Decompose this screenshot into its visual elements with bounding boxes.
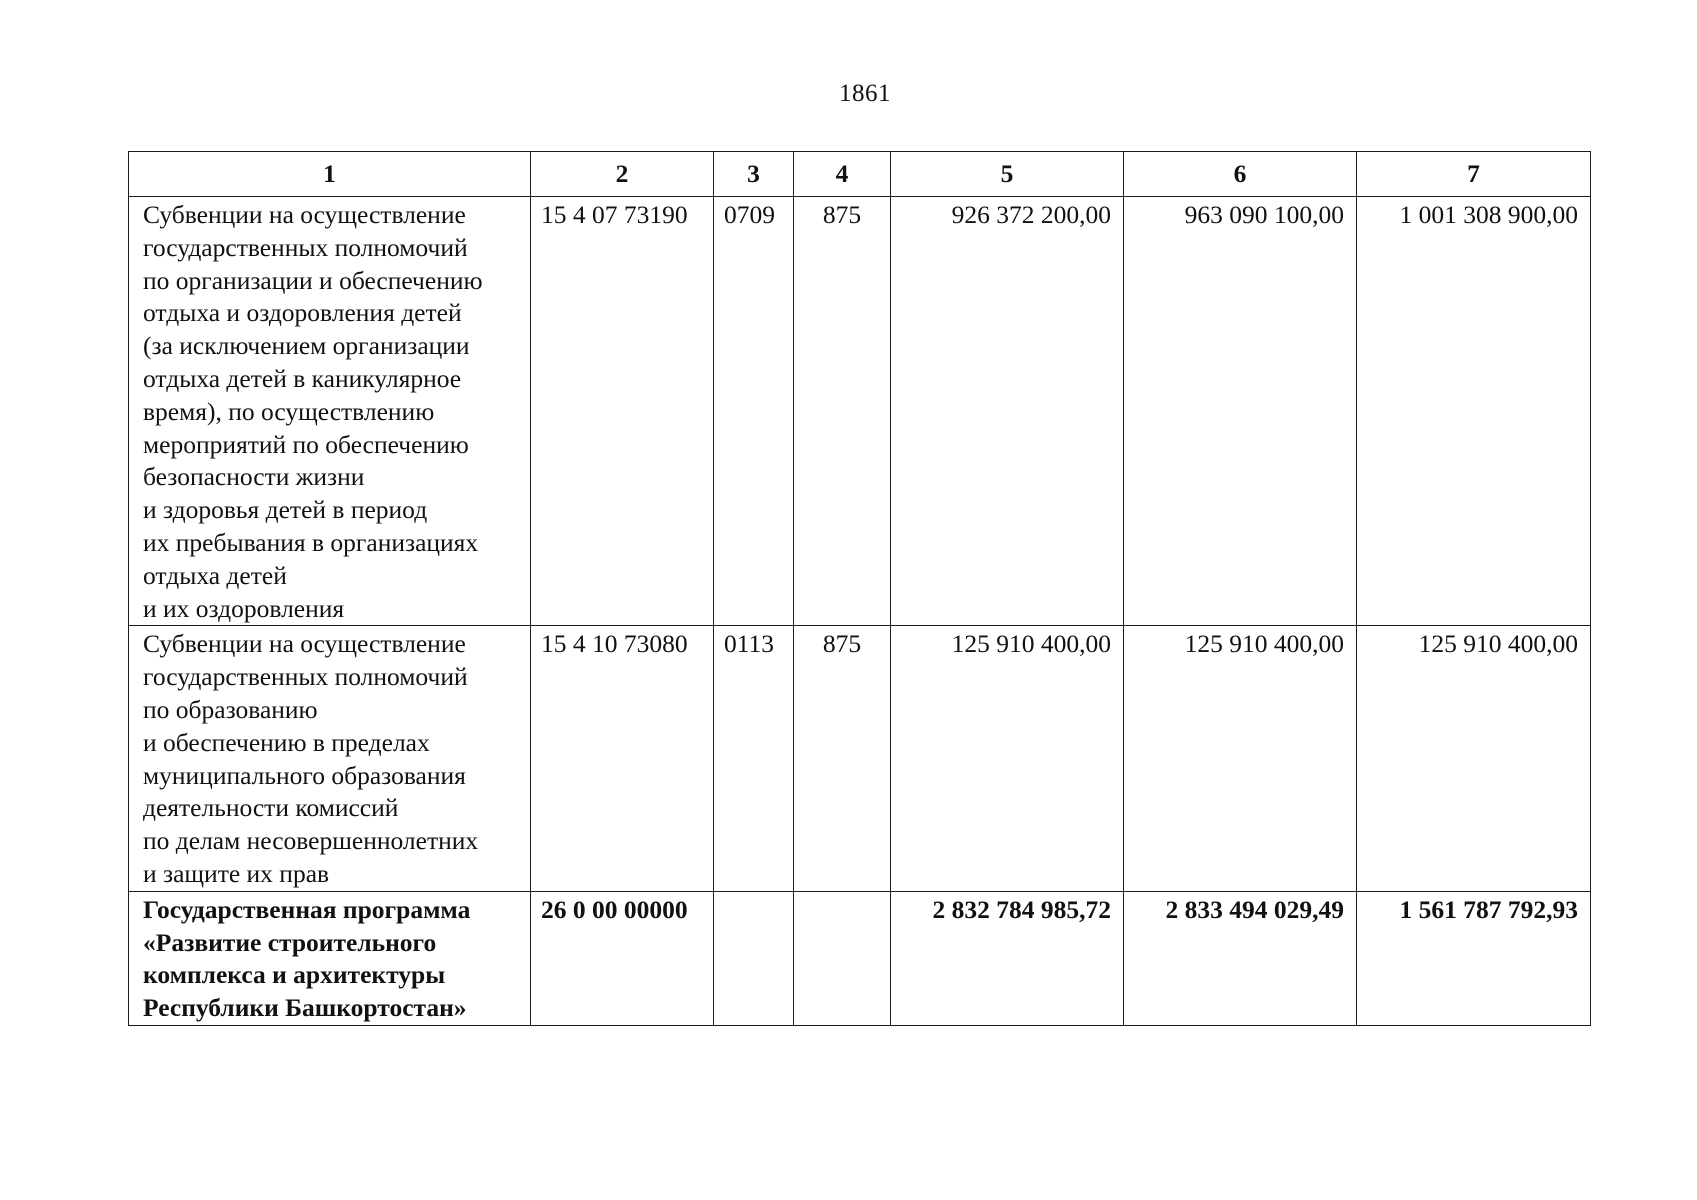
- description-line: Субвенции на осуществление: [143, 200, 466, 229]
- column-header-5: 5: [891, 152, 1124, 197]
- table-row: [129, 197, 1591, 626]
- amount-cell-col5: 926 372 200,00: [891, 197, 1124, 626]
- description-line: комплекса и архитектуры: [143, 960, 446, 990]
- amount-cell-col6: 963 090 100,00: [1124, 197, 1357, 626]
- target-code-cell: 15 4 07 73190: [531, 197, 714, 626]
- description-line: время), по осуществлению: [143, 396, 435, 426]
- amount-cell-col5: 2 832 784 985,72: [891, 891, 1124, 1025]
- column-header-2: 2: [531, 152, 714, 197]
- description-line: отдыха и оздоровления детей: [143, 298, 462, 328]
- target-code-cell: 26 0 00 00000: [531, 891, 714, 1025]
- row-description: [129, 197, 531, 626]
- section-code-cell: 0709: [714, 197, 794, 626]
- description-line: безопасности жизни: [143, 462, 365, 492]
- description-line: (за исключением организации: [143, 331, 470, 361]
- description-line: государственных полномочий: [143, 232, 468, 262]
- description-line: их пребывания в организациях: [143, 527, 479, 557]
- section-code-cell: [714, 891, 794, 1025]
- description-line: по делам несовершеннолетних: [143, 826, 479, 856]
- amount-cell-col7: 1 561 787 792,93: [1357, 891, 1591, 1025]
- table-row: [129, 626, 1591, 891]
- description-line: по организации и обеспечению: [143, 265, 483, 295]
- amount-cell-col5: 125 910 400,00: [891, 626, 1124, 891]
- description-line: и их оздоровления: [143, 593, 345, 623]
- description-line: Государственная программа: [143, 894, 471, 924]
- description-line: муниципального образования: [143, 760, 466, 790]
- expense-type-cell: 875: [794, 197, 891, 626]
- description-line: и обеспечению в пределах: [143, 727, 430, 757]
- amount-cell-col7: 1 001 308 900,00: [1357, 197, 1591, 626]
- column-number-row: [129, 152, 1591, 197]
- column-header-1: 1: [129, 152, 531, 197]
- page-number: 1861: [839, 80, 891, 107]
- description-line: Субвенции на осуществление: [143, 629, 466, 659]
- column-header-6: 6: [1124, 152, 1357, 197]
- description-line: и здоровья детей в период: [143, 495, 428, 525]
- target-code-cell: 15 4 10 73080: [531, 626, 714, 891]
- description-line: мероприятий по обеспечению: [143, 429, 469, 459]
- description-line: и защите их прав: [143, 858, 330, 888]
- expense-type-cell: [794, 891, 891, 1025]
- expense-type-cell: 875: [794, 626, 891, 891]
- column-header-3: 3: [714, 152, 794, 197]
- description-line: деятельности комиссий: [143, 793, 399, 823]
- description-line: отдыха детей в каникулярное: [143, 363, 462, 393]
- amount-cell-col7: 125 910 400,00: [1357, 626, 1591, 891]
- column-header-7: 7: [1357, 152, 1591, 197]
- amount-cell-col6: 125 910 400,00: [1124, 626, 1357, 891]
- budget-table: [128, 151, 1591, 1026]
- row-description: [129, 626, 531, 891]
- description-line: отдыха детей: [143, 560, 287, 590]
- description-line: государственных полномочий: [143, 662, 468, 692]
- description-line: «Развитие строительного: [143, 927, 437, 957]
- description-line: Республики Башкортостан»: [143, 993, 467, 1023]
- amount-cell-col6: 2 833 494 029,49: [1124, 891, 1357, 1025]
- table-row-program-total: [129, 891, 1591, 1025]
- column-header-4: 4: [794, 152, 891, 197]
- description-line: по образованию: [143, 694, 318, 724]
- section-code-cell: 0113: [714, 626, 794, 891]
- row-description: [129, 891, 531, 1025]
